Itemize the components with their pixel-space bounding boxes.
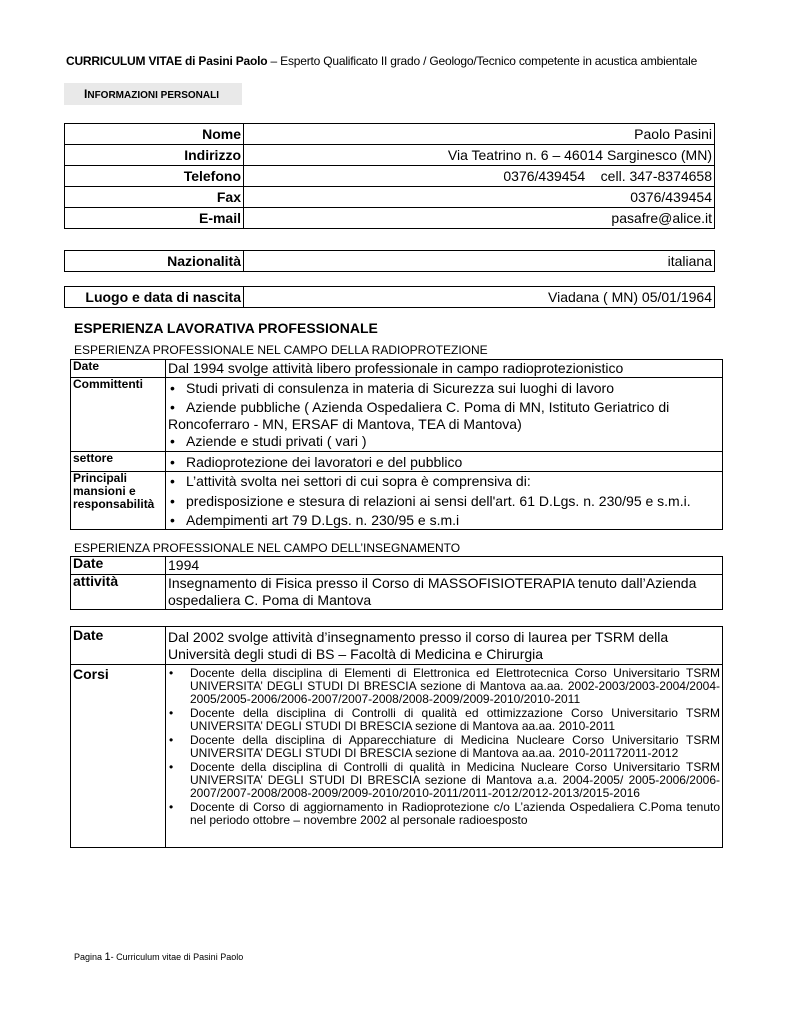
list-item: • Docente della disciplina di Controlli di qualità in Medicina Nucleare Corso Universitario TSRM UNIVERSITA’ DEGLI STUDI DI BRESCIA sezione di Mantova a.a. 2004-2005/ 2005-2006/2006-2007/2007-2008/2008-2009/2009-2010/2010-2011/2011-2012/2012-2013/2015-2016: [168, 761, 720, 800]
info-row-fax: Fax 0376/439454: [65, 187, 715, 208]
document-title: [66, 54, 697, 68]
clients-list: [168, 380, 720, 416]
list-item: • Radioprotezione dei lavoratori e del pubblico: [168, 454, 720, 471]
teaching-courses-row: Corsi • Docente della disciplina di Elementi di Elettronica ed Elettrotecnica Corso Universitario TSRM UNIVERSITA’ DEGLI STUDI DI BRESCIA sezione di Mantova aa.aa. 2002-2003/2003-2004/2004-2005/2005-2006/2006-2007/2007-2008/2008-2009/2009-2010/2010-2011 • Docente della disciplina di Controlli di qualità ed ottimizzazione Corso Universitario TSRM UNIVERSITA’ DEGLI STUDI DI BRESCIA sezione di Mantova aa.aa. 2010-2011 • Docente della disciplina di Apparecchiature di Medicina Nucleare Corso Universitario TSRM UNIVERSITA’ DEGLI STUDI DI BRESCIA sezione di Mantova aa.aa. 2010-201172011-2012 • Docente della disciplina di Controlli di qualità in Medicina Nucleare Corso Universitario TSRM UNIVERSITA’ DEGLI STUDI DI BRESCIA sezione di Mantova a.a. 2004-2005/ 2005-2006/2006-2007/2007-2008/2008-2009/2009-2010/2010-2011/2011-2012/2012-2013/2015-2016 • Docente di Corso di aggiornamento in Radioprotezione c/o L’azienda Ospedaliera C.Poma tenuto nel periodo ottobre – novembre 2002 al personale radioesposto: [71, 665, 723, 848]
list-item: • Aziende e studi privati ( vari ): [168, 433, 720, 450]
radioprotection-table: [70, 359, 723, 530]
teaching-date-row: Date 1994: [71, 557, 723, 575]
page-footer: Pagina 1- Curriculum vitae di Pasini Paolo: [74, 951, 244, 963]
section-personal-info-label: INFORMAZIONI PERSONALI: [64, 83, 242, 105]
title-role: – Esperto Qualificato II grado / Geologo/Tecnico competente in acustica ambientale: [267, 54, 698, 68]
list-item: • Studi privati di consulenza in materia di Sicurezza sui luoghi di lavoro: [168, 380, 720, 397]
teaching-subheading: ESPERIENZA PROFESSIONALE NEL CAMPO DELL’INSEGNAMENTO: [74, 541, 461, 555]
list-item: • Aziende pubbliche ( Azienda Ospedaliera C. Poma di MN, Istituto Geriatrico di: [168, 399, 720, 416]
teaching-table-2: [70, 626, 723, 848]
info-row-name: Nome Paolo Pasini: [65, 124, 715, 145]
teaching-table-1: [70, 556, 723, 610]
personal-info-table: [64, 123, 715, 229]
title-name: CURRICULUM VITAE di Pasini Paolo: [66, 54, 268, 68]
list-item: • predisposizione e stesura di relazioni ai sensi dell'art. 61 D.Lgs. n. 230/95 e s.m.i.: [168, 493, 720, 510]
info-row-email: E-mail pasafre@alice.it: [65, 208, 715, 229]
radio-sector-row: settore • Radioprotezione dei lavoratori e del pubblico: [71, 452, 723, 472]
radio-duties-row: Principali mansioni e responsabilità • L’attività svolta nei settori di cui sopra è comprensiva di: • predisposizione e stesura di relazioni ai sensi dell'art. 61 D.Lgs. n. 230/95 e s.m.i. • Adempimenti art 79 D.Lgs. n. 230/95 e s.m.i: [71, 472, 723, 530]
list-item: • L’attività svolta nei settori di cui sopra è comprensiva di:: [168, 473, 720, 490]
duties-list: [168, 473, 720, 529]
list-item: • Adempimenti art 79 D.Lgs. n. 230/95 e s.m.i: [168, 512, 720, 529]
radioprotection-subheading: ESPERIENZA PROFESSIONALE NEL CAMPO DELLA RADIOPROTEZIONE: [74, 343, 488, 357]
radio-clients-row: Committenti • Studi privati di consulenza in materia di Sicurezza sui luoghi di lavoro • Aziende pubbliche ( Azienda Ospedaliera C. Poma di MN, Istituto Geriatrico di Roncoferraro - MN, ERSAF di Mantova, TEA di Mantova) • Aziende e studi privati ( vari ): [71, 378, 723, 452]
info-row-phone: Telefono 0376/439454 cell. 347-8374658: [65, 166, 715, 187]
list-item: • Docente della disciplina di Apparecchiature di Medicina Nucleare Corso Universitario TSRM UNIVERSITA’ DEGLI STUDI DI BRESCIA sezione di Mantova aa.aa. 2010-201172011-2012: [168, 734, 720, 760]
list-item: • Docente della disciplina di Controlli di qualità ed ottimizzazione Corso Universitario TSRM UNIVERSITA’ DEGLI STUDI DI BRESCIA sezione di Mantova aa.aa. 2010-2011: [168, 707, 720, 733]
experience-heading: ESPERIENZA LAVORATIVA PROFESSIONALE: [74, 320, 378, 336]
teaching-date2-row: Date Dal 2002 svolge attività d’insegnamento presso il corso di laurea per TSRM della Università degli studi di BS – Facoltà di Medicina e Chirurgia: [71, 627, 723, 665]
info-row-birth: Luogo e data di nascita Viadana ( MN) 05/01/1964: [65, 287, 715, 308]
info-row-nationality: Nazionalità italiana: [65, 251, 715, 272]
email-value: pasafre@alice.it: [244, 208, 715, 229]
teaching-activity-row: attività Insegnamento di Fisica presso il Corso di MASSOFISIOTERAPIA tenuto dall’Azienda ospedaliera C. Poma di Mantova: [71, 575, 723, 610]
birth-table: [64, 286, 715, 308]
info-row-address: Indirizzo Via Teatrino n. 6 – 46014 Sarginesco (MN): [65, 145, 715, 166]
list-item-continuation: Roncoferraro - MN, ERSAF di Mantova, TEA di Mantova): [168, 416, 522, 432]
radio-date-row: Date Dal 1994 svolge attività libero professionale in campo radioprotezionistico: [71, 360, 723, 378]
nationality-table: [64, 250, 715, 272]
courses-list: [168, 667, 720, 827]
page-number: 1: [104, 951, 111, 963]
list-item: • Docente di Corso di aggiornamento in Radioprotezione c/o L’azienda Ospedaliera C.Poma tenuto nel periodo ottobre – novembre 2002 al personale radioesposto: [168, 801, 720, 827]
list-item: • Docente della disciplina di Elementi di Elettronica ed Elettrotecnica Corso Universitario TSRM UNIVERSITA’ DEGLI STUDI DI BRESCIA sezione di Mantova aa.aa. 2002-2003/2003-2004/2004-2005/2005-2006/2006-2007/2007-2008/2008-2009/2009-2010/2010-2011: [168, 667, 720, 706]
